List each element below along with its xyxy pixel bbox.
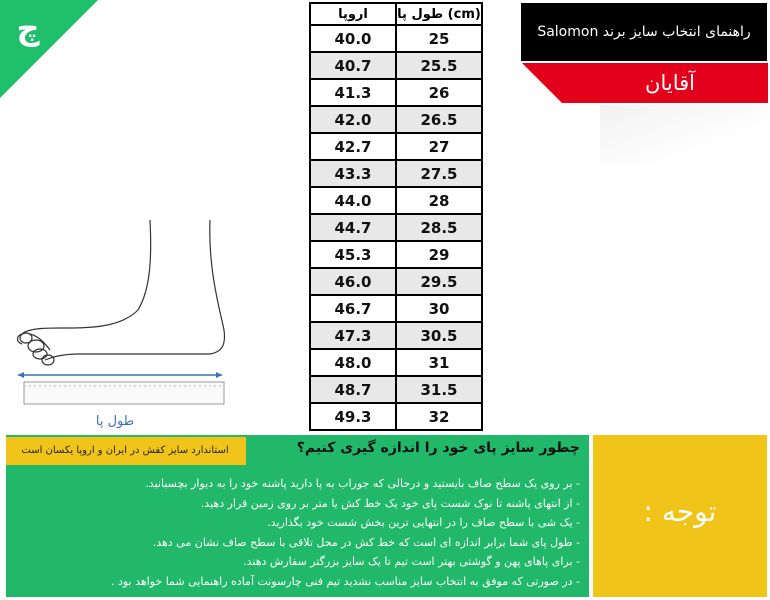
foot-measure-illustration <box>10 210 230 410</box>
note-label: توجه : <box>643 495 717 528</box>
decorative-shadow <box>600 105 768 165</box>
list-item: - یک شی با سطح صاف را در انتهایی ترین بخش شست خود بگذارید. <box>267 516 580 529</box>
table-row <box>310 322 482 349</box>
cell-eu-size: 49.3 <box>310 403 396 430</box>
cell-foot-length: 26.5 <box>396 106 482 133</box>
cell-eu-size: 46.7 <box>310 295 396 322</box>
cell-eu-size: 42.0 <box>310 106 396 133</box>
cell-foot-length: 25.5 <box>396 52 482 79</box>
table-row <box>310 268 482 295</box>
list-item: - در صورتی که موفق به انتخاب سایز مناسب نشدید تیم فنی چارسونت آماده راهنمایی شما خواهد بود . <box>110 574 580 588</box>
cell-eu-size: 47.3 <box>310 322 396 349</box>
table-row <box>310 79 482 106</box>
cell-eu-size: 40.0 <box>310 25 396 52</box>
subtitle-label: آقایان <box>645 71 695 95</box>
table-row <box>310 133 482 160</box>
cell-eu-size: 45.3 <box>310 241 396 268</box>
size-table <box>309 2 483 431</box>
table-row <box>310 403 482 430</box>
list-item: - برای پاهای پهن و گوشتی بهتر است تیم تا یک سایز بزرگتر سفارش دهند. <box>243 555 580 568</box>
brand-logo-icon: چ <box>16 9 40 47</box>
table-row <box>310 349 482 376</box>
table-row <box>310 241 482 268</box>
list-item: - طول پای شما برابر اندازه ای است که خط کش در محل تلاقی با سطح صاف نشان می دهد. <box>152 535 580 549</box>
cell-foot-length: 28 <box>396 187 482 214</box>
cell-eu-size: 41.3 <box>310 79 396 106</box>
cell-foot-length: 26 <box>396 79 482 106</box>
cell-eu-size: 44.0 <box>310 187 396 214</box>
foot-length-label: طول پا <box>95 414 135 429</box>
cell-foot-length: 25 <box>396 25 482 52</box>
cell-eu-size: 44.7 <box>310 214 396 241</box>
list-item: - بر روی یک سطح صاف بایستید و درحالی که جوراب به پا دارید پاشنه خود را به دیوار بچسبانید. <box>145 477 580 490</box>
table-row <box>310 214 482 241</box>
instructions-list <box>12 474 580 591</box>
cell-foot-length: 27.5 <box>396 160 482 187</box>
header-eu: اروپا <box>310 3 396 25</box>
table-row <box>310 106 482 133</box>
list-item: - از انتهای پاشنه تا نوک شست پای خود یک خط کش یا متر بر روی زمین قرار دهید. <box>200 496 580 510</box>
cell-eu-size: 48.0 <box>310 349 396 376</box>
cell-foot-length: 30 <box>396 295 482 322</box>
table-row <box>310 295 482 322</box>
header-cm: طول پا (cm) <box>396 3 482 25</box>
cell-eu-size: 40.7 <box>310 52 396 79</box>
cell-foot-length: 29.5 <box>396 268 482 295</box>
cell-foot-length: 30.5 <box>396 322 482 349</box>
table-row <box>310 187 482 214</box>
table-header-row <box>310 3 482 25</box>
cell-eu-size: 43.3 <box>310 160 396 187</box>
page-title: راهنمای انتخاب سایز برند Salomon <box>521 3 767 61</box>
cell-foot-length: 27 <box>396 133 482 160</box>
cell-eu-size: 46.0 <box>310 268 396 295</box>
cell-foot-length: 32 <box>396 403 482 430</box>
table-row <box>310 25 482 52</box>
instructions-title: چطور سایز پای خود را اندازه گیری کنیم؟ <box>296 440 580 456</box>
standard-note-text: استاندارد سایز کفش در ایران و اروپا یکسان است <box>21 445 229 456</box>
table-row <box>310 376 482 403</box>
cell-eu-size: 42.7 <box>310 133 396 160</box>
cell-eu-size: 48.7 <box>310 376 396 403</box>
cell-foot-length: 28.5 <box>396 214 482 241</box>
cell-foot-length: 29 <box>396 241 482 268</box>
table-row <box>310 52 482 79</box>
cell-foot-length: 31 <box>396 349 482 376</box>
table-row <box>310 160 482 187</box>
cell-foot-length: 31.5 <box>396 376 482 403</box>
